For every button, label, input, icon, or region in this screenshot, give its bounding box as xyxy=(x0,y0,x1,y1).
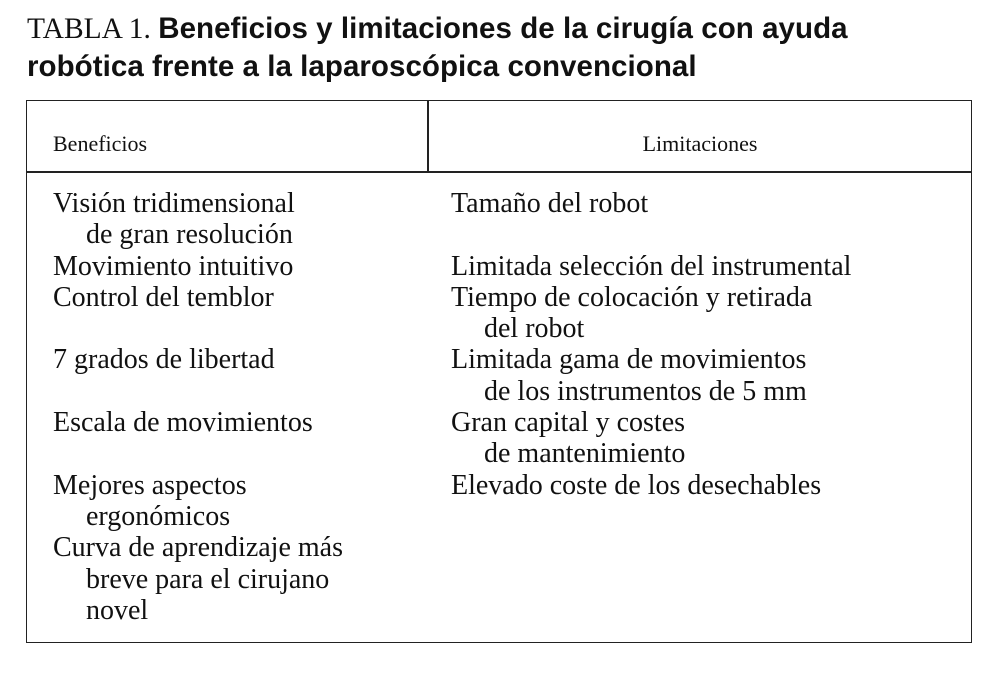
limitation-item-continuation: de mantenimiento xyxy=(484,438,686,470)
caption-line-1 xyxy=(27,10,977,48)
benefit-item-continuation: breve para el cirujano xyxy=(86,563,330,595)
table-number-label: TABLA 1. xyxy=(27,13,151,45)
benefit-item: Curva de aprendizaje más xyxy=(53,532,343,564)
limitation-item: Tamaño del robot xyxy=(451,188,649,219)
benefit-item: Visión tridimensional xyxy=(53,188,295,219)
limitation-item: Tiempo de colocación y retirada xyxy=(451,281,813,313)
limitation-item: Elevado coste de los desechables xyxy=(451,469,822,501)
limitations-column xyxy=(451,188,961,501)
benefit-item-continuation: de gran resolución xyxy=(86,219,293,251)
limitation-item: Limitada selección del instrumental xyxy=(451,250,852,282)
benefits-column xyxy=(53,188,413,626)
column-header-limitations: Limitaciones xyxy=(642,131,758,156)
header-rule xyxy=(27,171,971,173)
spacer xyxy=(53,313,413,344)
comparison-table xyxy=(26,100,972,643)
benefit-item: 7 grados de libertad xyxy=(53,344,275,376)
spacer xyxy=(53,438,413,469)
caption-title-part-2: robótica frente a la laparoscópica convencional xyxy=(27,50,697,83)
benefit-item: Control del temblor xyxy=(53,281,274,313)
caption-title-part-1: Beneficios y limitaciones de la cirugía con ayuda xyxy=(158,12,848,45)
limitation-item-continuation: del robot xyxy=(484,313,585,345)
limitation-item: Limitada gama de movimientos xyxy=(451,344,807,376)
benefit-item: Escala de movimientos xyxy=(53,407,313,439)
table-caption xyxy=(27,10,977,85)
spacer xyxy=(451,219,961,250)
limitation-item: Gran capital y costes xyxy=(451,407,686,439)
benefit-item: Mejores aspectos xyxy=(53,469,247,501)
benefit-item: Movimiento intuitivo xyxy=(53,250,294,282)
spacer xyxy=(53,376,413,407)
column-header-benefits: Beneficios xyxy=(53,131,148,156)
limitation-item-continuation: de los instrumentos de 5 mm xyxy=(484,375,807,407)
benefit-item-continuation: novel xyxy=(86,594,149,626)
benefit-item-continuation: ergonómicos xyxy=(86,500,231,532)
